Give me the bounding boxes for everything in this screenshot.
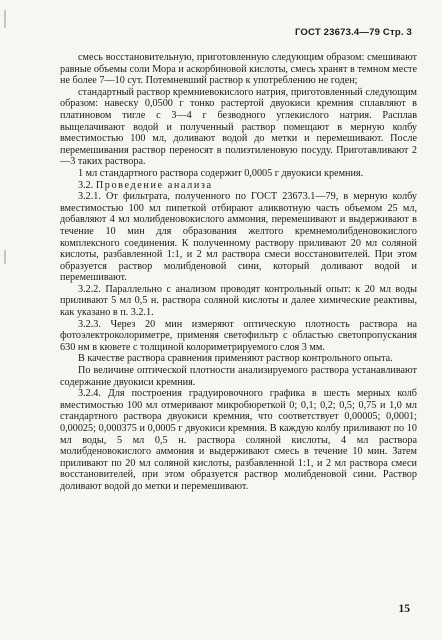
paragraph: смесь восстановительную, приготовленную следующим образом: смешивают равные объемы соли Мора и аскорбиновой кислоты, смесь хранят в темном месте не более 7—10 сут. Потемневший раствор к употреблению не годен; [60,52,417,87]
document-body [60,52,417,493]
page-header: ГОСТ 23673.4—79 Стр. 3 [294,27,412,38]
page-number: 15 [398,603,410,615]
paragraph: 3.2.4. Для построения градуировочного графика в шесть мерных колб вместимостью 100 мл отмеривают микробюреткой 0; 0,1; 0,2; 0,5; 0,75 и 1,0 мл стандартного раствора двуокиси кремния, что соответствует 0,00005; 0,0001; 0,00025; 0,000375 и 0,0005 г двуокиси кремния. В каждую колбу приливают по 10 мл воды, 5 мл 0,5 н. раствора соляной кислоты, 4 мл раствора молибденовокислого аммония и выдерживают смесь в течение 10 мин. Затем приливают по 20 мл соляной кислоты, разбавленной 1:1, и 2 мл раствора смеси восстановителей, при этом образуется раствор молибденовой сини. Раствор доливают водой до метки и перемешивают. [60,388,417,492]
section-title: Проведение анализа [95,179,213,191]
paragraph: 3.2.2. Параллельно с анализом проводят контрольный опыт: к 20 мл воды приливают 5 мл 0,5 н. раствора соляной кислоты и далее химические реактивы, как указано в п. 3.2.1. [60,283,417,319]
paragraph: стандартный раствор кремниевокислого натрия, приготовленный следующим образом: навеску 0,0500 г тонко растертой двуокиси кремния сплавляют в платиновом тигле с 3—4 г безводного углекислого натрия. Расплав выщелачивают водой и полученный раствор помещают в мерную колбу вместимостью 100 мл, доливают водой до метки и перемешивают. После перемешивания раствор переносят в полиэтиленовую посуду. Приготавливают 2—3 таких раствора. [60,86,417,168]
section-heading [60,180,417,192]
scan-margin-mark [4,10,6,28]
paragraph: 1 мл стандартного раствора содержит 0,0005 г двуокиси кремния. [78,167,364,179]
paragraph: По величине оптической плотности анализируемого раствора устанавливают содержание двуокиси кремния. [60,365,417,388]
section-number: 3.2. [78,179,96,191]
scan-margin-mark [4,250,6,264]
paragraph: 3.2.1. От фильтрата, полученного по ГОСТ 23673.1—79, в мерную колбу вместимостью 100 мл пипеткой отбирают аликвотную часть объемом 25 мл, добавляют 4 мл молибденовокислого аммония, перемешивают и выдерживают в течение 10 мин для образования желтого кремнемолибденовокислого комплексного соединения. К полученному раствору приливают 20 мл соляной кислоты, разбавленной 1:1, и 2 мл раствора смеси восстановителей. При этом образуется раствор молибденовой сини, который доливают водой и перемешивают. [60,191,417,284]
paragraph: В качестве раствора сравнения применяют раствор контрольного опыта. [78,353,393,365]
paragraph: 3.2.3. Через 20 мин измеряют оптическую плотность раствора на фотоэлектроколориметре, применяя светофильтр с областью светопропускания 630 нм в кювете с толщиной колориметрируемого слоя 3 мм. [60,318,417,353]
